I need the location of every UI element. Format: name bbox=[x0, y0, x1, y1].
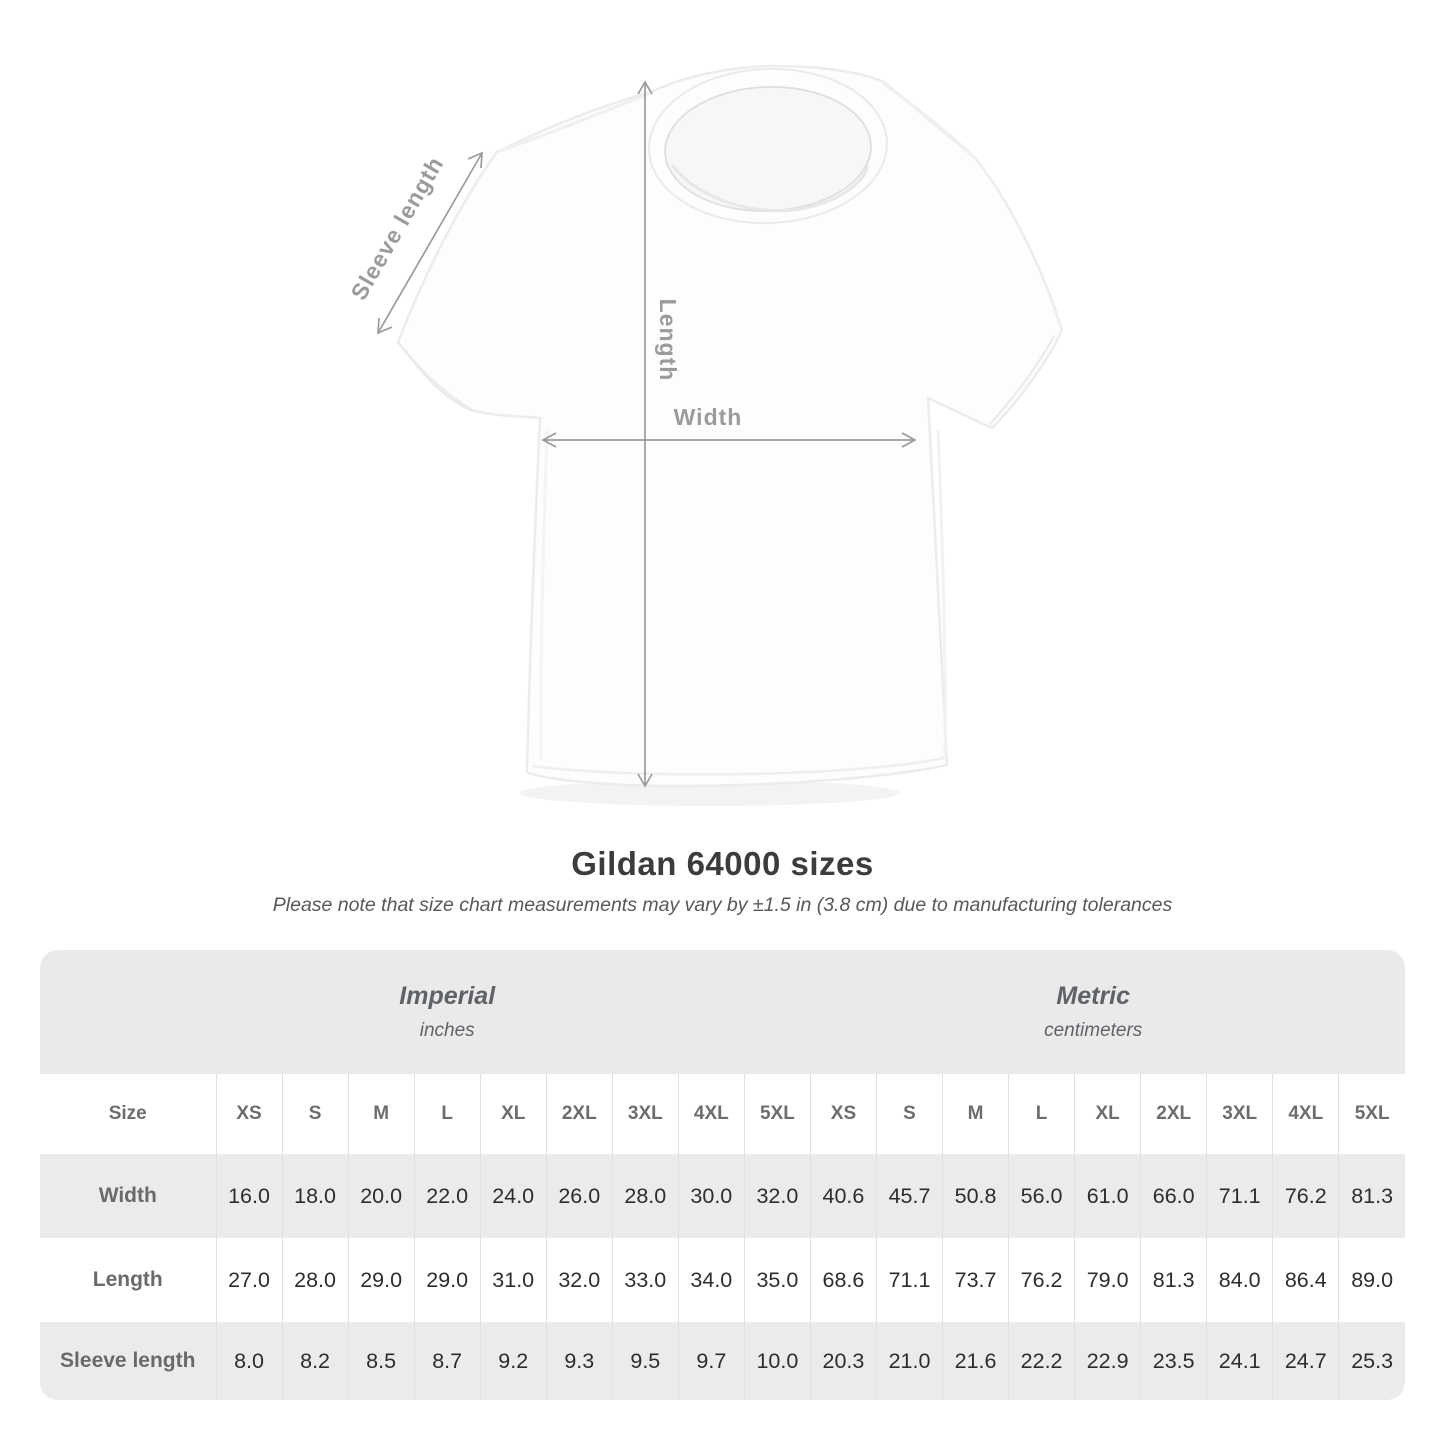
page-subtitle: Please note that size chart measurements may vary by ±1.5 in (3.8 cm) due to manufacturing tolerances bbox=[272, 894, 1173, 916]
measurement-value: 8.5 bbox=[348, 1322, 414, 1400]
measurement-row bbox=[40, 1238, 1405, 1322]
size-header-row bbox=[40, 1074, 1405, 1154]
measurement-value: 8.2 bbox=[282, 1322, 348, 1400]
measurement-value: 21.0 bbox=[876, 1322, 942, 1400]
size-header-cell: Size bbox=[108, 1103, 147, 1124]
measurement-value: 23.5 bbox=[1141, 1322, 1207, 1400]
measurement-value: 22.9 bbox=[1075, 1322, 1141, 1400]
length-label: Length bbox=[655, 298, 681, 382]
measurement-value: 29.0 bbox=[414, 1238, 480, 1322]
size-column-header: 4XL bbox=[678, 1074, 744, 1154]
size-column-header: 5XL bbox=[1339, 1074, 1405, 1154]
measurement-value: 66.0 bbox=[1141, 1154, 1207, 1238]
measurement-value: 28.0 bbox=[612, 1154, 678, 1238]
measurement-value: 16.0 bbox=[216, 1154, 282, 1238]
size-column-header: M bbox=[943, 1074, 1009, 1154]
measurement-value: 81.3 bbox=[1141, 1238, 1207, 1322]
size-column-header: XL bbox=[1075, 1074, 1141, 1154]
measurement-value: 26.0 bbox=[546, 1154, 612, 1238]
measurement-value: 34.0 bbox=[678, 1238, 744, 1322]
measurement-value: 61.0 bbox=[1075, 1154, 1141, 1238]
size-column-header: XL bbox=[480, 1074, 546, 1154]
size-column-header: S bbox=[876, 1074, 942, 1154]
size-column-header: S bbox=[282, 1074, 348, 1154]
measurement-value: 25.3 bbox=[1339, 1322, 1405, 1400]
measurement-row-label: Sleeve length bbox=[60, 1349, 196, 1372]
imperial-label: Imperial bbox=[399, 982, 496, 1010]
measurement-row-label: Length bbox=[92, 1268, 163, 1291]
measurement-value: 71.1 bbox=[876, 1238, 942, 1322]
measurement-value: 20.3 bbox=[810, 1322, 876, 1400]
measurement-value: 68.6 bbox=[810, 1238, 876, 1322]
measurement-value: 76.2 bbox=[1009, 1238, 1075, 1322]
metric-unit-label: centimeters bbox=[1044, 1020, 1143, 1041]
measurement-value: 35.0 bbox=[744, 1238, 810, 1322]
size-column-header: 2XL bbox=[1141, 1074, 1207, 1154]
measurement-value: 86.4 bbox=[1273, 1238, 1339, 1322]
measurement-value: 32.0 bbox=[546, 1238, 612, 1322]
size-column-header: L bbox=[414, 1074, 480, 1154]
measurement-value: 24.0 bbox=[480, 1154, 546, 1238]
metric-group-header bbox=[810, 950, 1405, 1074]
imperial-group-header bbox=[40, 950, 810, 1074]
measurement-value: 56.0 bbox=[1009, 1154, 1075, 1238]
measurement-value: 29.0 bbox=[348, 1238, 414, 1322]
measurement-value: 9.7 bbox=[678, 1322, 744, 1400]
size-column-header: 3XL bbox=[612, 1074, 678, 1154]
measurement-value: 31.0 bbox=[480, 1238, 546, 1322]
measurement-value: 30.0 bbox=[678, 1154, 744, 1238]
size-table-body bbox=[40, 1154, 1405, 1400]
measurement-value: 40.6 bbox=[810, 1154, 876, 1238]
metric-label: Metric bbox=[1056, 982, 1131, 1010]
measurement-value: 81.3 bbox=[1339, 1154, 1405, 1238]
measurement-value: 18.0 bbox=[282, 1154, 348, 1238]
measurement-value: 24.1 bbox=[1207, 1322, 1273, 1400]
measurement-value: 22.2 bbox=[1009, 1322, 1075, 1400]
measurement-value: 22.0 bbox=[414, 1154, 480, 1238]
measurement-value: 24.7 bbox=[1273, 1322, 1339, 1400]
size-column-header: 4XL bbox=[1273, 1074, 1339, 1154]
measurement-value: 27.0 bbox=[216, 1238, 282, 1322]
unit-header-row bbox=[40, 950, 1405, 1074]
width-label: Width bbox=[673, 404, 743, 430]
measurement-value: 8.7 bbox=[414, 1322, 480, 1400]
size-column-header: 5XL bbox=[744, 1074, 810, 1154]
size-column-header: 2XL bbox=[546, 1074, 612, 1154]
size-column-header: M bbox=[348, 1074, 414, 1154]
measurement-value: 9.2 bbox=[480, 1322, 546, 1400]
measurement-row-label: Width bbox=[98, 1184, 157, 1207]
measurement-value: 9.3 bbox=[546, 1322, 612, 1400]
size-column-header: 3XL bbox=[1207, 1074, 1273, 1154]
measurement-row bbox=[40, 1322, 1405, 1400]
size-column-header: XS bbox=[810, 1074, 876, 1154]
measurement-value: 9.5 bbox=[612, 1322, 678, 1400]
size-column-header: XS bbox=[216, 1074, 282, 1154]
measurement-value: 84.0 bbox=[1207, 1238, 1273, 1322]
measurement-value: 21.6 bbox=[943, 1322, 1009, 1400]
measurement-value: 10.0 bbox=[744, 1322, 810, 1400]
measurement-value: 76.2 bbox=[1273, 1154, 1339, 1238]
measurement-row bbox=[40, 1154, 1405, 1238]
measurement-value: 33.0 bbox=[612, 1238, 678, 1322]
page-title: Gildan 64000 sizes bbox=[571, 845, 874, 882]
size-column-header: L bbox=[1009, 1074, 1075, 1154]
measurement-value: 71.1 bbox=[1207, 1154, 1273, 1238]
measurement-value: 32.0 bbox=[744, 1154, 810, 1238]
imperial-unit-label: inches bbox=[419, 1020, 475, 1041]
measurement-value: 20.0 bbox=[348, 1154, 414, 1238]
size-table bbox=[40, 950, 1405, 1400]
measurement-value: 50.8 bbox=[943, 1154, 1009, 1238]
sleeve-length-label: Sleeve length bbox=[345, 151, 449, 305]
measurement-value: 28.0 bbox=[282, 1238, 348, 1322]
measurement-value: 45.7 bbox=[876, 1154, 942, 1238]
measurement-value: 73.7 bbox=[943, 1238, 1009, 1322]
measurement-value: 79.0 bbox=[1075, 1238, 1141, 1322]
measurement-value: 89.0 bbox=[1339, 1238, 1405, 1322]
measurement-value: 8.0 bbox=[216, 1322, 282, 1400]
size-table-container bbox=[40, 950, 1405, 1400]
